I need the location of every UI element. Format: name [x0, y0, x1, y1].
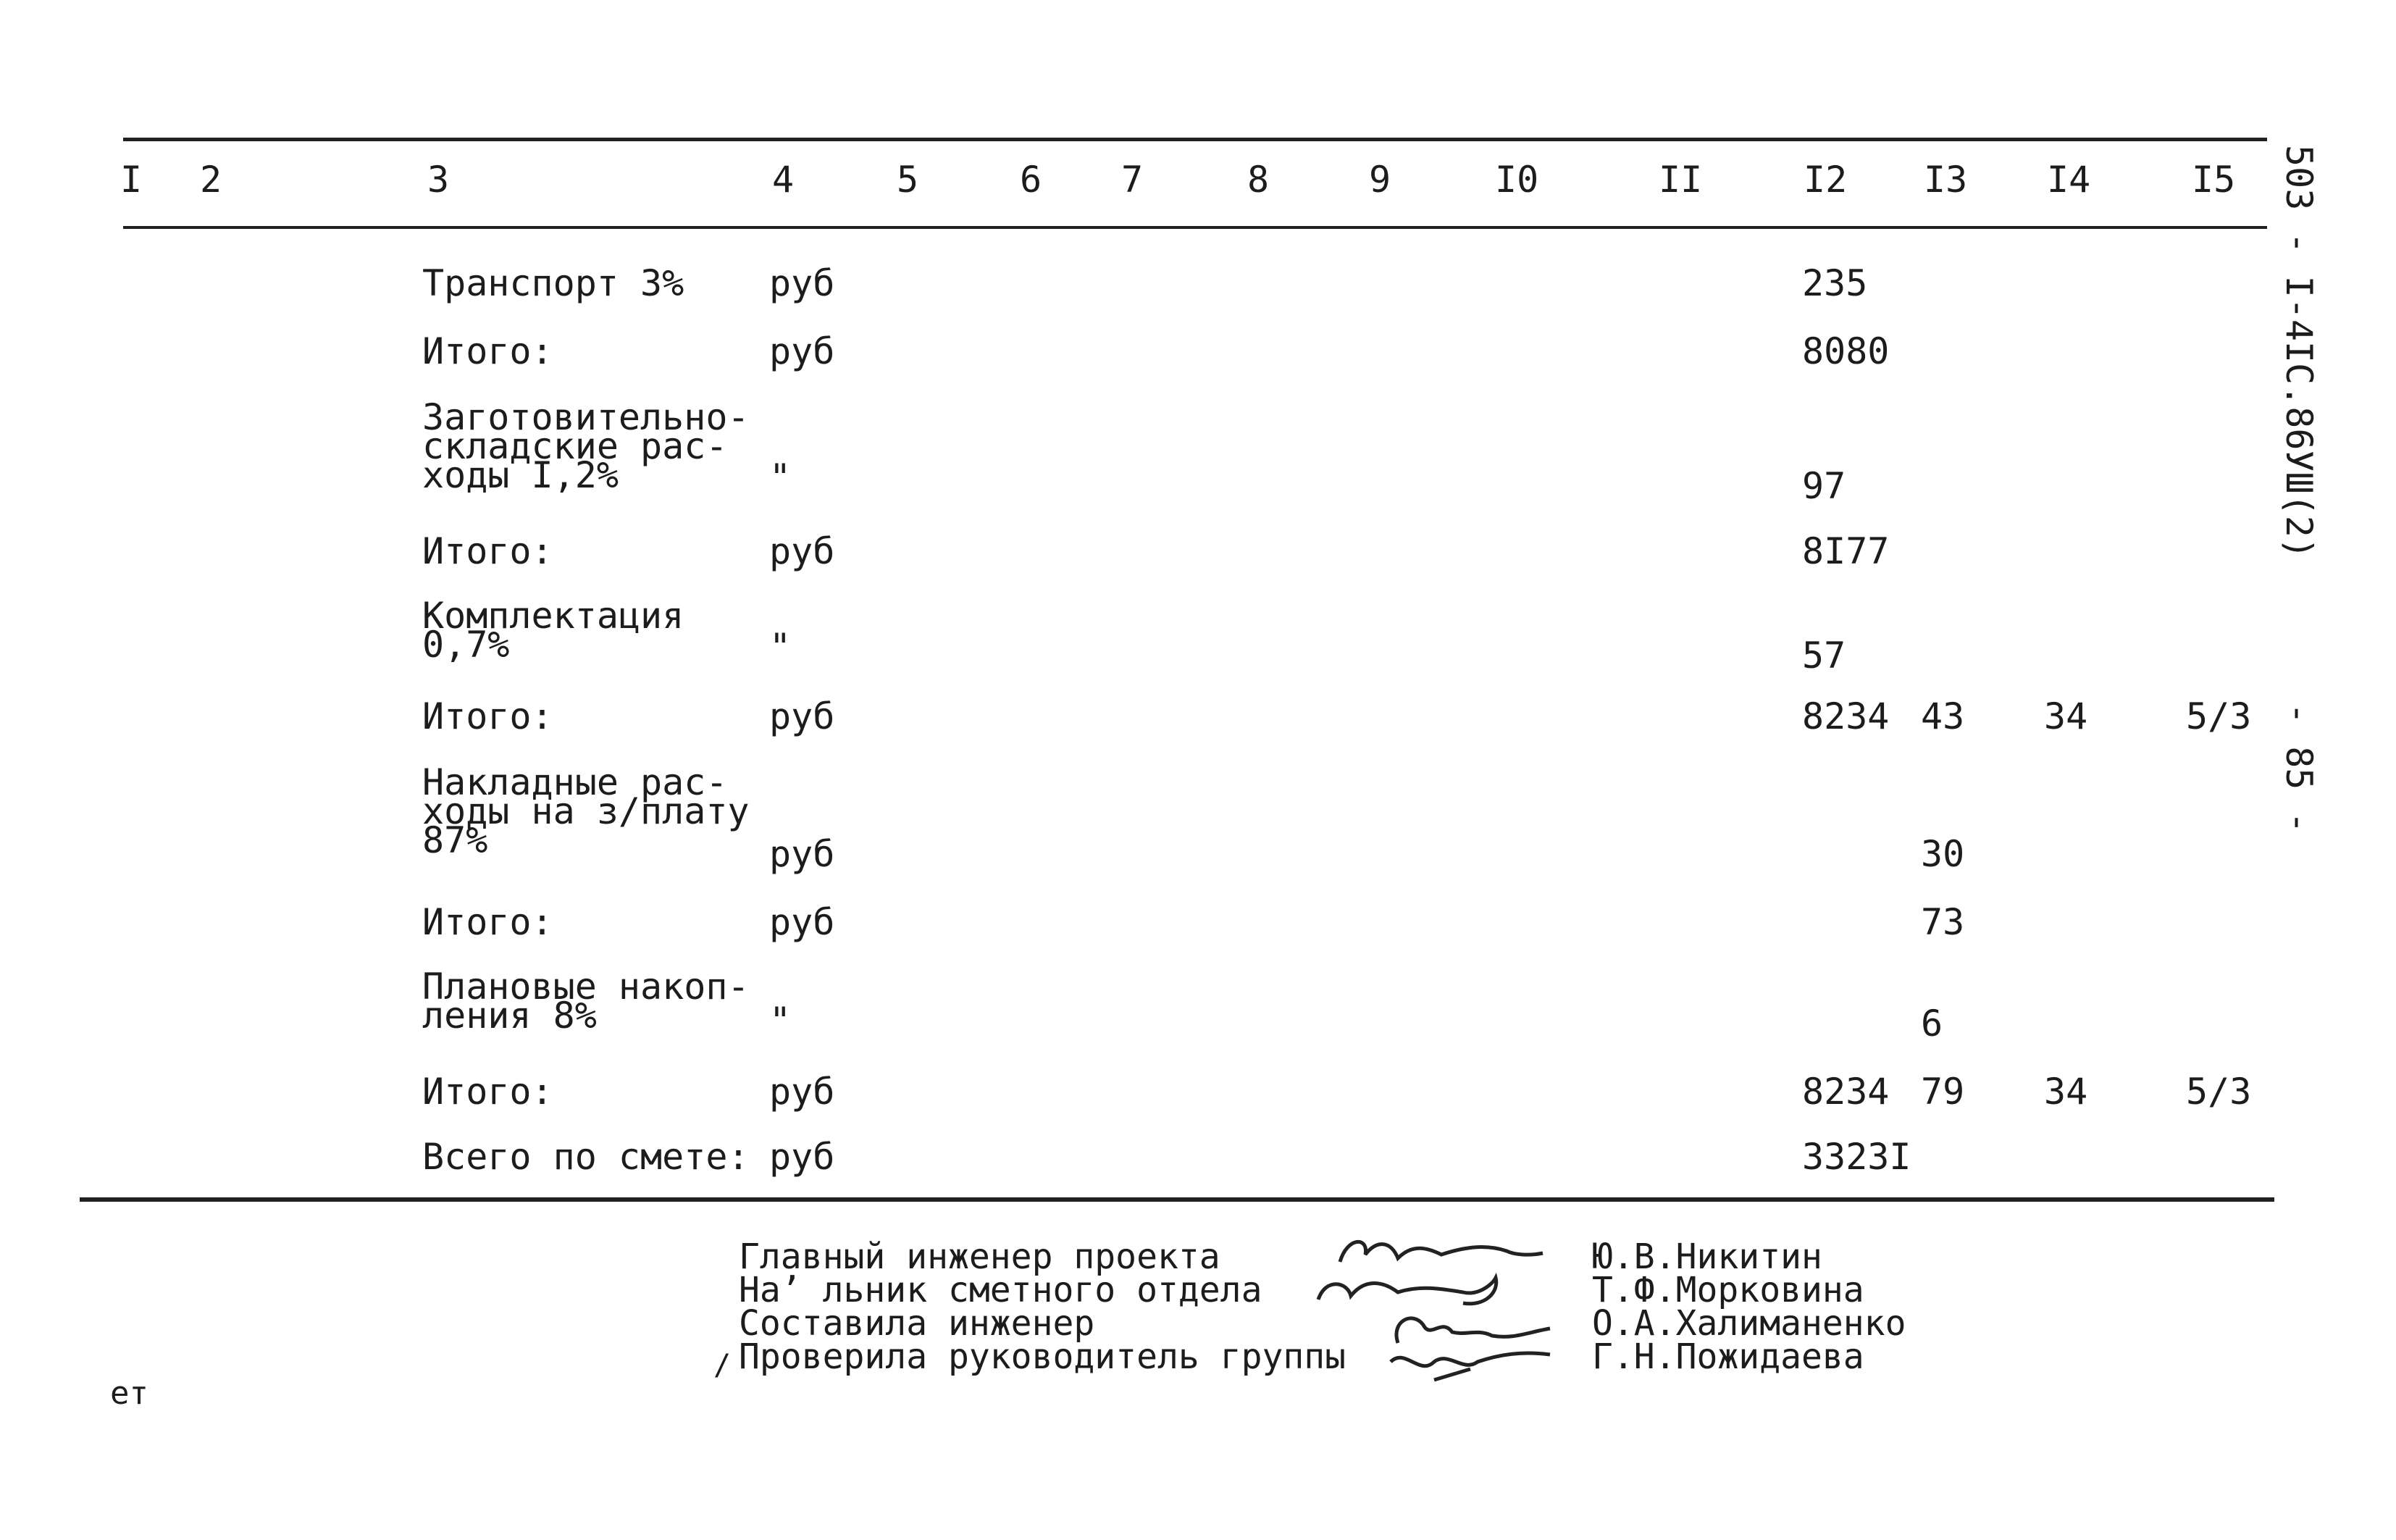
row-description: Итого: [422, 530, 553, 572]
signature-line [739, 1303, 2260, 1344]
row-col13: 43 [1921, 695, 1965, 737]
signature-role: Составила инженер [739, 1303, 1095, 1344]
row-col12: 8I77 [1802, 530, 1890, 572]
column-header-4: 4 [772, 159, 795, 201]
row-col12: 3323I [1802, 1136, 1911, 1178]
column-header-2: 2 [200, 159, 222, 201]
column-header-14: I4 [2047, 159, 2091, 201]
page-number: - 85 - [2278, 703, 2320, 834]
row-col12: 57 [1802, 635, 1846, 677]
row-unit: руб [769, 262, 835, 304]
row-col13: 79 [1921, 1071, 1965, 1113]
row-description: Итого: [422, 695, 553, 737]
signature-name: Т.Ф.Морковина [1592, 1270, 1864, 1310]
table-top-rule [123, 138, 2267, 141]
signature-name: О.А.Халиманенко [1592, 1303, 1906, 1344]
row-col15: 5/3 [2186, 1071, 2252, 1113]
row-unit: " [769, 1000, 792, 1042]
document-code: 503 - I-4IC.86УШ(2) [2278, 145, 2320, 559]
signature-role: Главный инженер проекта [739, 1236, 1220, 1277]
column-header-10: I0 [1495, 159, 1539, 201]
row-unit: " [769, 456, 792, 498]
row-description: Накладные рас- ходы на з/плату 87% [422, 761, 750, 861]
row-description: Итого: [422, 1071, 553, 1113]
side-label [2256, 145, 2343, 869]
row-unit: руб [769, 695, 835, 737]
column-header-13: I3 [1924, 159, 1968, 201]
row-col13: 6 [1921, 1003, 1943, 1045]
column-header-3: 3 [427, 159, 450, 201]
signature-role: Проверила руководитель группы [739, 1336, 1346, 1377]
signature-role: Наʼ льник сметного отдела [739, 1270, 1262, 1310]
column-header-8: 8 [1247, 159, 1270, 201]
signature-name: Г.Н.Пожидаева [1592, 1336, 1864, 1377]
column-header-7: 7 [1121, 159, 1144, 201]
row-description: Плановые накоп- ления 8% [422, 966, 750, 1037]
row-description: Транспорт 3% [422, 262, 684, 304]
column-header-15: I5 [2192, 159, 2236, 201]
row-description: Заготовительно- складские рас- ходы I,2% [422, 396, 750, 496]
signature-name: Ю.В.Никитин [1592, 1236, 1822, 1277]
column-header-9: 9 [1369, 159, 1391, 201]
row-col12: 8234 [1802, 1071, 1890, 1113]
signature-line [739, 1270, 2260, 1310]
row-description: Комплектация 0,7% [422, 595, 684, 666]
row-unit: руб [769, 1136, 835, 1178]
row-unit: руб [769, 530, 835, 572]
row-description: Всего по смете: [422, 1136, 750, 1178]
row-col13: 30 [1921, 833, 1965, 875]
row-col15: 5/3 [2186, 695, 2252, 737]
row-unit: " [769, 626, 792, 668]
row-description: Итого: [422, 901, 553, 943]
row-unit: руб [769, 901, 835, 943]
signature-line [739, 1236, 2260, 1277]
handwritten-signature-icon [1297, 1233, 1586, 1276]
row-unit: руб [769, 833, 835, 875]
signature-block [739, 1236, 2260, 1414]
column-header-6: 6 [1020, 159, 1042, 201]
column-header-12: I2 [1804, 159, 1848, 201]
table-bottom-rule [80, 1197, 2274, 1202]
row-col14: 34 [2044, 1071, 2088, 1113]
signature-line [739, 1336, 2260, 1377]
corner-mark: ет [110, 1375, 148, 1412]
column-header-11: II [1659, 159, 1703, 201]
row-col12: 8080 [1802, 330, 1890, 372]
column-header-5: 5 [897, 159, 919, 201]
row-description: Итого: [422, 330, 553, 372]
row-unit: руб [769, 330, 835, 372]
row-col13: 73 [1921, 901, 1965, 943]
row-col14: 34 [2044, 695, 2088, 737]
handwritten-signature-icon [1297, 1340, 1586, 1384]
row-col12: 97 [1802, 465, 1846, 507]
margin-tick-mark: / [713, 1349, 732, 1382]
column-header-1: I [120, 159, 143, 201]
row-unit: руб [769, 1071, 835, 1113]
row-col12: 235 [1802, 262, 1868, 304]
row-col12: 8234 [1802, 695, 1890, 737]
table-header-rule [123, 226, 2267, 229]
